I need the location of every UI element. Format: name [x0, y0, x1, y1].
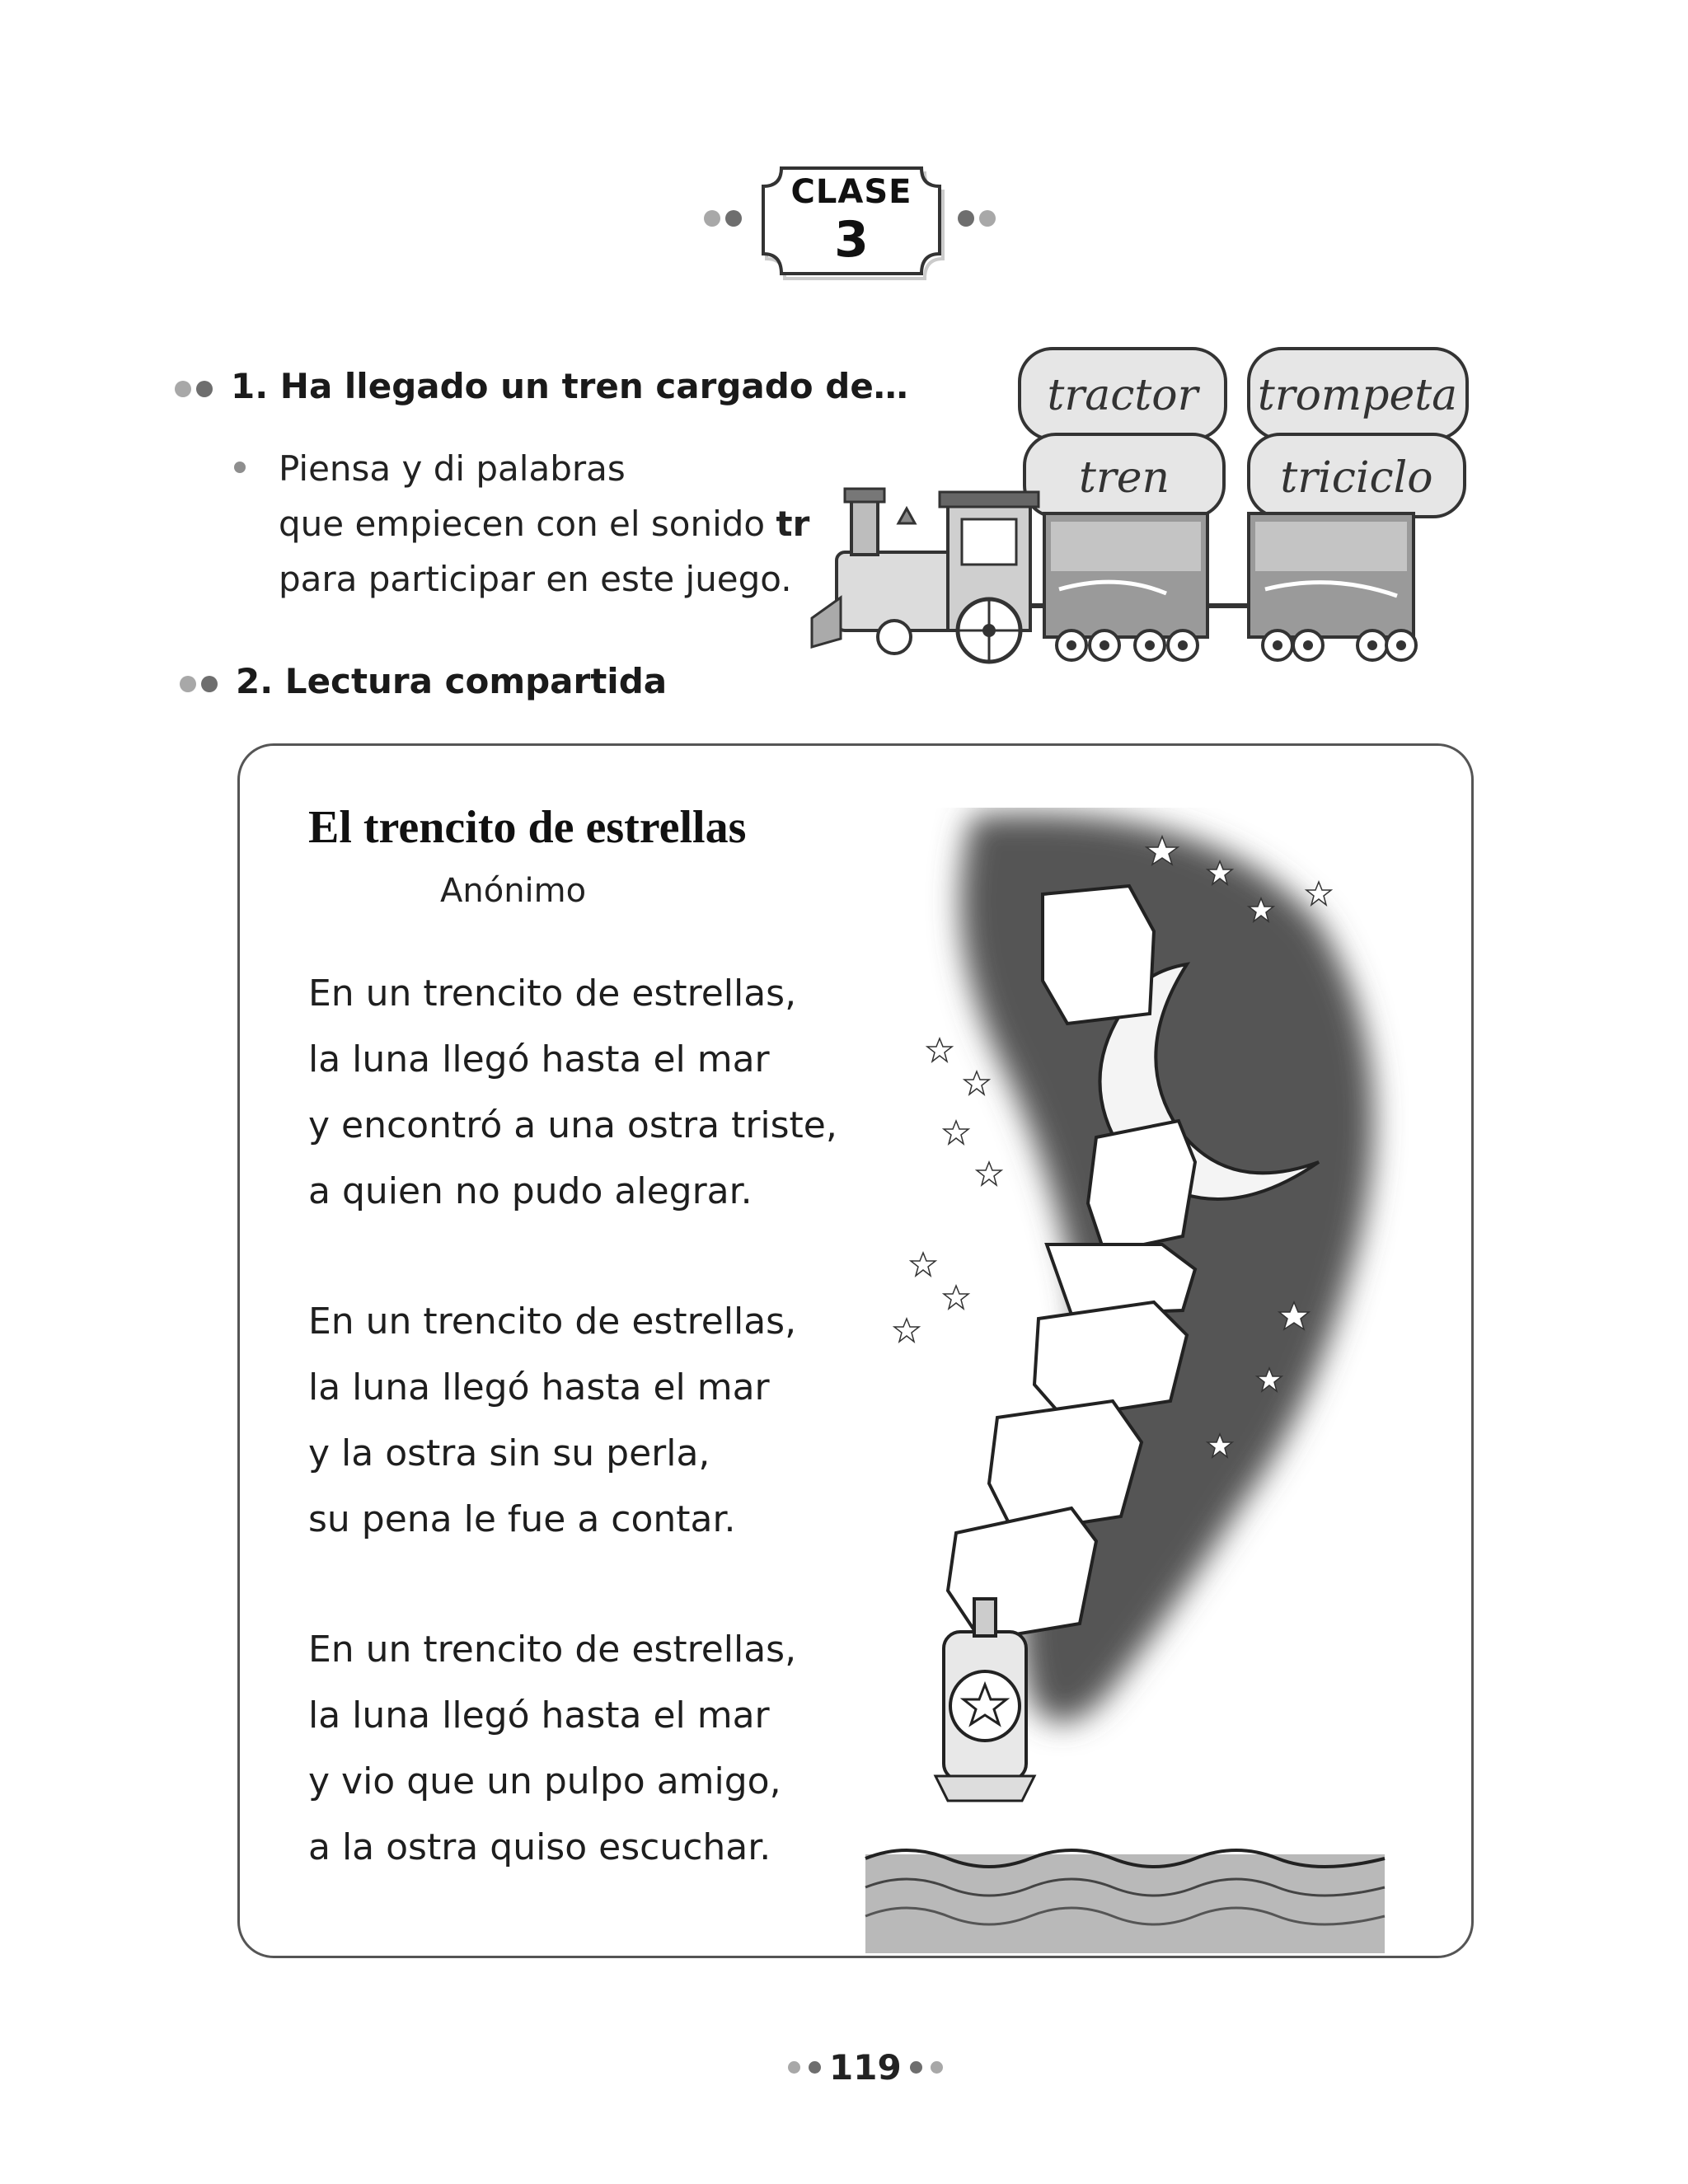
poem-line: su pena le fue a contar. — [308, 1498, 736, 1540]
instruction-line-1: Piensa y di palabras — [279, 448, 626, 489]
poem-line: En un trencito de estrellas, — [308, 1301, 797, 1343]
poem-line: a la ostra quiso escuchar. — [308, 1826, 771, 1868]
poem-line: y vio que un pulpo amigo, — [308, 1760, 781, 1802]
section-2-heading: 2. Lectura compartida — [180, 661, 667, 701]
section-2-dots — [180, 676, 218, 692]
class-badge-label: CLASE — [790, 173, 912, 211]
word-triciclo: triciclo — [1280, 453, 1433, 503]
class-badge-number: 3 — [834, 211, 869, 269]
word-trompeta: trompeta — [1257, 371, 1458, 420]
header-dots-right — [958, 210, 996, 227]
poem-line: En un trencito de estrellas, — [308, 1629, 797, 1671]
instruction-line-2: que empiecen con el sonido tr — [279, 504, 810, 544]
page-number — [788, 2047, 943, 2088]
bullet-marker — [234, 462, 246, 473]
poem-line: y encontró a una ostra triste, — [308, 1104, 837, 1146]
poem-title: El trencito de estrellas — [308, 802, 747, 853]
class-badge — [757, 162, 946, 285]
instruction-line-3: para participar en este juego. — [279, 559, 792, 599]
poem-line: la luna llegó hasta el mar — [308, 1694, 770, 1736]
poem-stanza-1 — [308, 961, 837, 1225]
section-1-instruction — [279, 441, 809, 607]
section-1-dots — [175, 381, 213, 397]
poem-stanza-3 — [308, 1617, 796, 1881]
section-1-heading: 1. Ha llegado un tren cargado de… — [175, 366, 908, 406]
poem-author: Anónimo — [440, 872, 587, 910]
word-tractor: tractor — [1047, 371, 1198, 420]
star-train-illustration — [857, 808, 1418, 1961]
train-illustration — [804, 334, 1479, 680]
poem-stanza-2 — [308, 1289, 796, 1553]
page-number-value: 119 — [829, 2047, 902, 2088]
header-dots-left — [704, 210, 742, 227]
poem-line: la luna llegó hasta el mar — [308, 1366, 770, 1408]
instruction-sound: tr — [776, 504, 810, 544]
poem-line: y la ostra sin su perla, — [308, 1432, 710, 1474]
poem-line: la luna llegó hasta el mar — [308, 1038, 770, 1080]
poem-line: En un trencito de estrellas, — [308, 972, 797, 1015]
poem-line: a quien no pudo alegrar. — [308, 1170, 753, 1212]
word-tren: tren — [1078, 453, 1170, 503]
